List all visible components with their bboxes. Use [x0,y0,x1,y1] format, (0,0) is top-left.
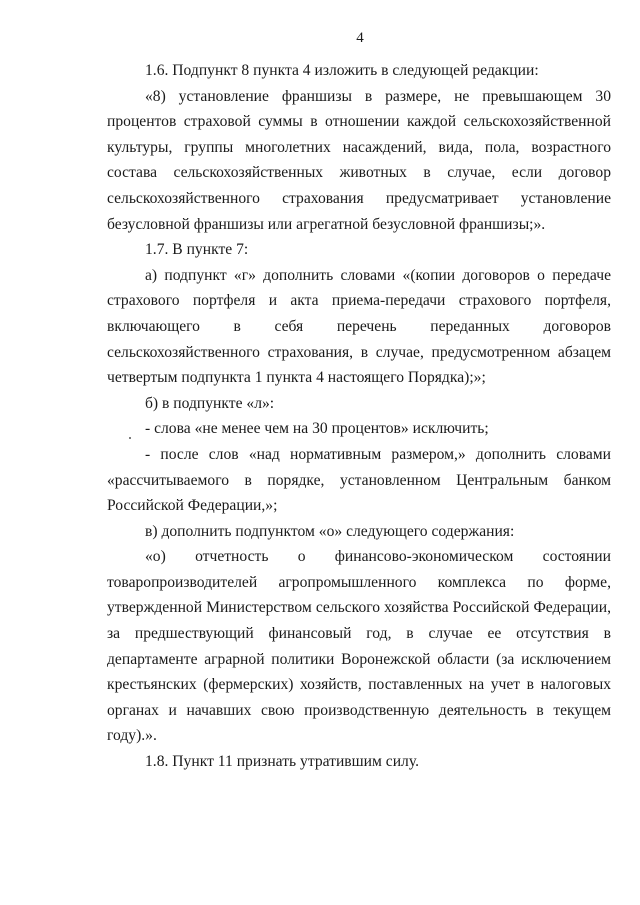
paragraph-item-b: б) в подпункте «л»: [145,394,275,412]
paragraph-dash-2: - после слов «над нормативным размером,» дополнить словами «рассчитываемого в порядке, установленном Центральным банком Российской Федерации,»; [107,445,611,515]
paragraph-1-7: 1.7. В пункте 7: [145,241,249,259]
paragraph-subitem-8-text: «8) установление франшизы в размере, не превышающем 30 процентов страховой суммы в отношении каждой сельскохозяйственной культуры, группы многолетних насаждений, вида, пола, возрастного состава сельскохозяйственных животных в случае, если договор сельскохозяйственного страхования предусматривает установление безусловной франшизы или агрегатной безусловной франшизы;». [107,87,611,233]
paragraph-1-8: 1.8. Пункт 11 признать утратившим силу. [145,753,419,771]
paragraph-dash-1: - слова «не менее чем на 30 процентов» исключить; [145,420,489,438]
paragraph-1-6: 1.6. Подпункт 8 пункта 4 изложить в следующей редакции: [145,62,539,79]
paragraph-subitem-o-text: «о) отчетность о финансово-экономическом состоянии товаропроизводителей агропромышленного комплекса по форме, утвержденной Министерством сельского хозяйства Российской Федерации, за предшествующий финансовый год, в случае ее отсутствия в департаменте аграрной политики Воронежской области (за исключением крестьянских (фермерских) хозяйств, поставленных на учет в налоговых органах и начавших свою производственную деятельность в текущем году).». [107,548,611,745]
paragraph-item-a: а) подпункт «г» дополнить словами «(копии договоров о передаче страхового портфеля и акта приема-передачи страхового портфеля, включающего в себя перечень переданных договоров сельскохозяйственного страхования, в случае, предусмотренном абзацем четвертым подпункта 1 пункта 4 настоящего Порядка);»; [107,266,611,387]
page-number: 4 [356,30,364,46]
document-body [107,58,611,775]
paragraph-item-v: в) дополнить подпунктом «о» следующего содержания: [145,522,515,540]
